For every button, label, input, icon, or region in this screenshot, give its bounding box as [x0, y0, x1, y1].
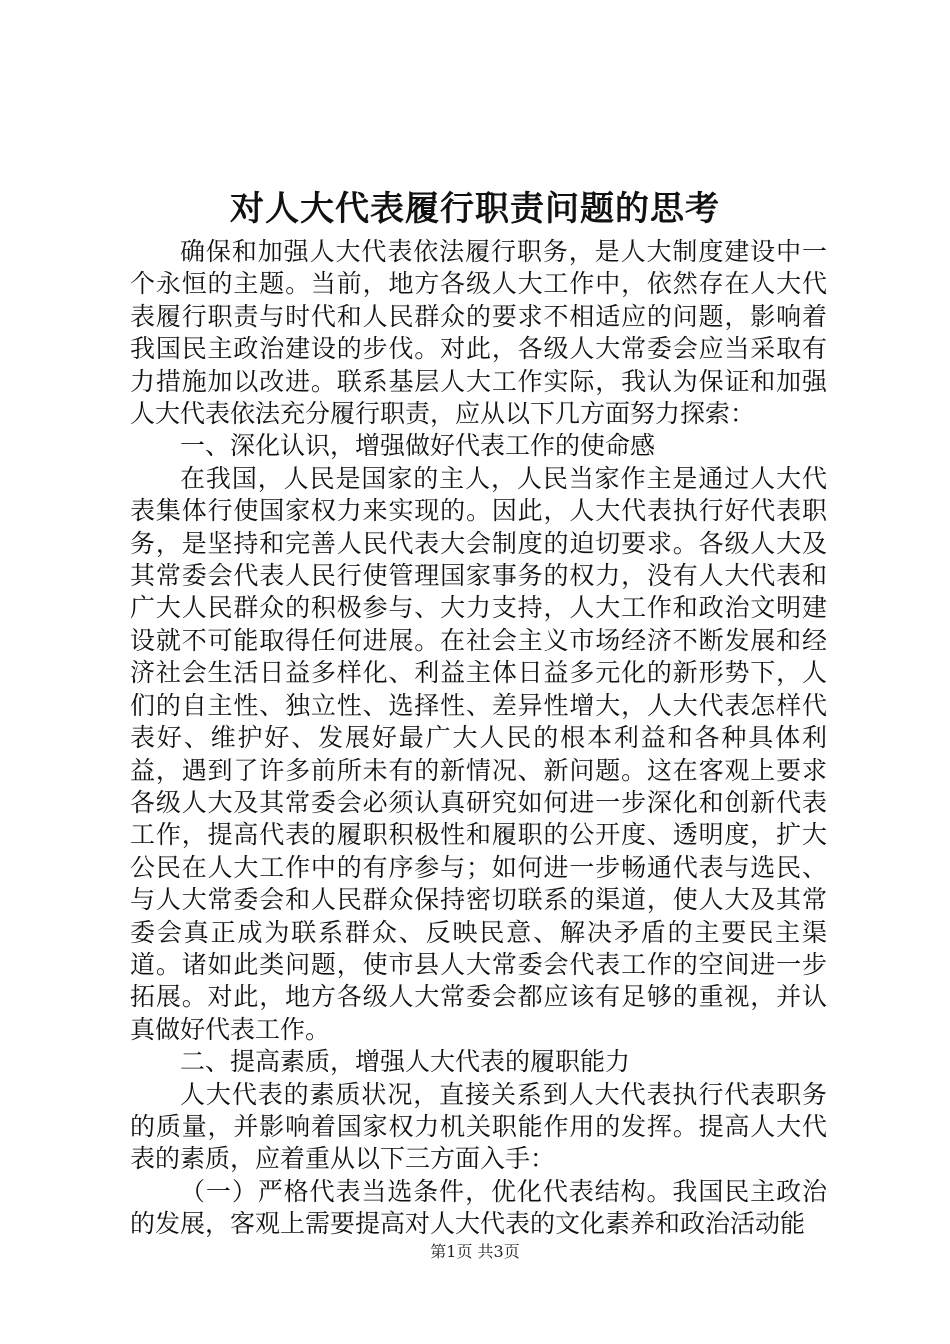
page-footer: 第1页 共3页 — [430, 1242, 520, 1261]
document-title: 对人大代表履行职责问题的思考 — [230, 189, 720, 229]
section-heading-1: 一、深化认识，增强做好代表工作的使命感 — [180, 431, 656, 461]
intro-paragraph: 确保和加强人大代表依法履行职务，是人大制度建设中一个永恒的主题。当前，地方各级人大工作中，依然存在人大代表履行职责与时代和人民群众的要求不相适应的问题，影响着我国民主政治建设的步伐。对此，各级人大常委会应当采取有力措施加以改进。联系基层人大工作实际，我认为保证和加强人大代表依法充分履行职责，应从以下几方面努力探索： — [130, 237, 827, 429]
section-1-paragraph: 在我国，人民是国家的主人，人民当家作主是通过人大代表集体行使国家权力来实现的。因此，人大代表执行好代表职务，是坚持和完善人民代表大会制度的迫切要求。各级人大及其常委会代表人民行使管理国家事务的权力，没有人大代表和广大人民群众的积极参与、大力支持，人大工作和政治文明建设就不可能取得任何进展。在社会主义市场经济不断发展和经济社会生活日益多样化、利益主体日益多元化的新形势下，人们的自主性、独立性、选择性、差异性增大，人大代表怎样代表好、维护好、发展好最广大人民的根本利益和各种具体利益，遇到了许多前所未有的新情况、新问题。这在客观上要求各级人大及其常委会必须认真研究如何进一步深化和创新代表工作，提高代表的履职积极性和履职的公开度、透明度，扩大公民在人大工作中的有序参与；如何进一步畅通代表与选民、与人大常委会和人民群众保持密切联系的渠道，使人大及其常委会真正成为联系群众、反映民意、解决矛盾的主要民主渠道。诸如此类问题，使市县人大常委会代表工作的空间进一步拓展。对此，地方各级人大常委会都应该有足够的重视，并认真做好代表工作。 — [130, 463, 827, 1044]
section-heading-2: 二、提高素质，增强人大代表的履职能力 — [180, 1047, 631, 1077]
subsection-1-paragraph: （一）严格代表当选条件，优化代表结构。我国民主政治的发展，客观上需要提高对人大代表的文化素养和政治活动能 — [130, 1176, 827, 1239]
section-2-paragraph: 人大代表的素质状况，直接关系到人大代表执行代表职务的质量，并影响着国家权力机关职能作用的发挥。提高人大代表的素质，应着重从以下三方面入手： — [130, 1079, 827, 1174]
document-body — [130, 236, 827, 1241]
